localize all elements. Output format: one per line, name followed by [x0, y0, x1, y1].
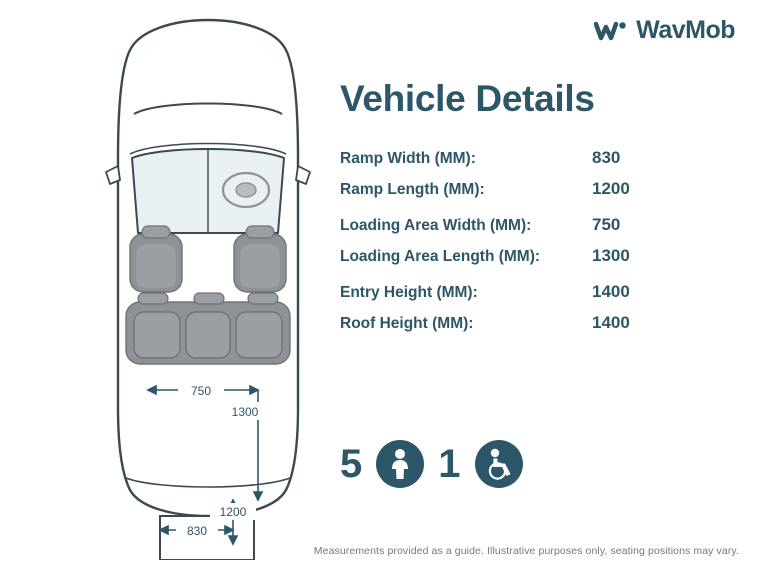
spec-row	[340, 282, 740, 302]
spec-row	[340, 179, 740, 199]
spec-row	[340, 148, 740, 168]
spec-label: Ramp Width (MM):	[340, 150, 476, 167]
spec-label: Ramp Length (MM):	[340, 181, 485, 198]
spec-value: 1400	[592, 313, 630, 332]
spec-row	[340, 215, 740, 235]
spec-row	[340, 246, 740, 266]
person-icon	[376, 440, 424, 488]
wheelchair-count: 1	[438, 442, 461, 486]
spec-group-heights	[340, 282, 740, 333]
svg-text:1200: 1200	[219, 505, 247, 519]
spec-value: 1300	[592, 246, 630, 265]
wheelchair-icon	[475, 440, 523, 488]
page-title: Vehicle Details	[340, 78, 595, 119]
brand-name: WavMob	[636, 16, 735, 44]
spec-label: Entry Height (MM):	[340, 284, 478, 301]
capacity-summary	[340, 440, 523, 488]
passenger-count: 5	[340, 442, 363, 486]
footer-disclaimer: Measurements provided as a guide. Illustrative purposes only, seating positions may vary.	[313, 545, 739, 557]
spec-group-ramp	[340, 148, 740, 199]
spec-group-loading-area	[340, 215, 740, 266]
spec-label: Roof Height (MM):	[340, 315, 474, 332]
spec-row	[340, 313, 740, 333]
spec-value: 1200	[592, 179, 630, 198]
brand-logo	[594, 16, 735, 45]
spec-value: 750	[592, 215, 621, 234]
svg-text:750: 750	[190, 384, 212, 398]
details-panel	[340, 78, 740, 349]
vehicle-diagram	[78, 8, 338, 565]
spec-value: 830	[592, 148, 621, 167]
spec-label: Loading Area Width (MM):	[340, 217, 532, 234]
wav-logo-icon	[594, 18, 628, 44]
svg-text:830: 830	[186, 524, 208, 538]
svg-text:1300: 1300	[231, 405, 259, 419]
spec-label: Loading Area Length (MM):	[340, 248, 541, 265]
spec-value: 1400	[592, 282, 630, 301]
